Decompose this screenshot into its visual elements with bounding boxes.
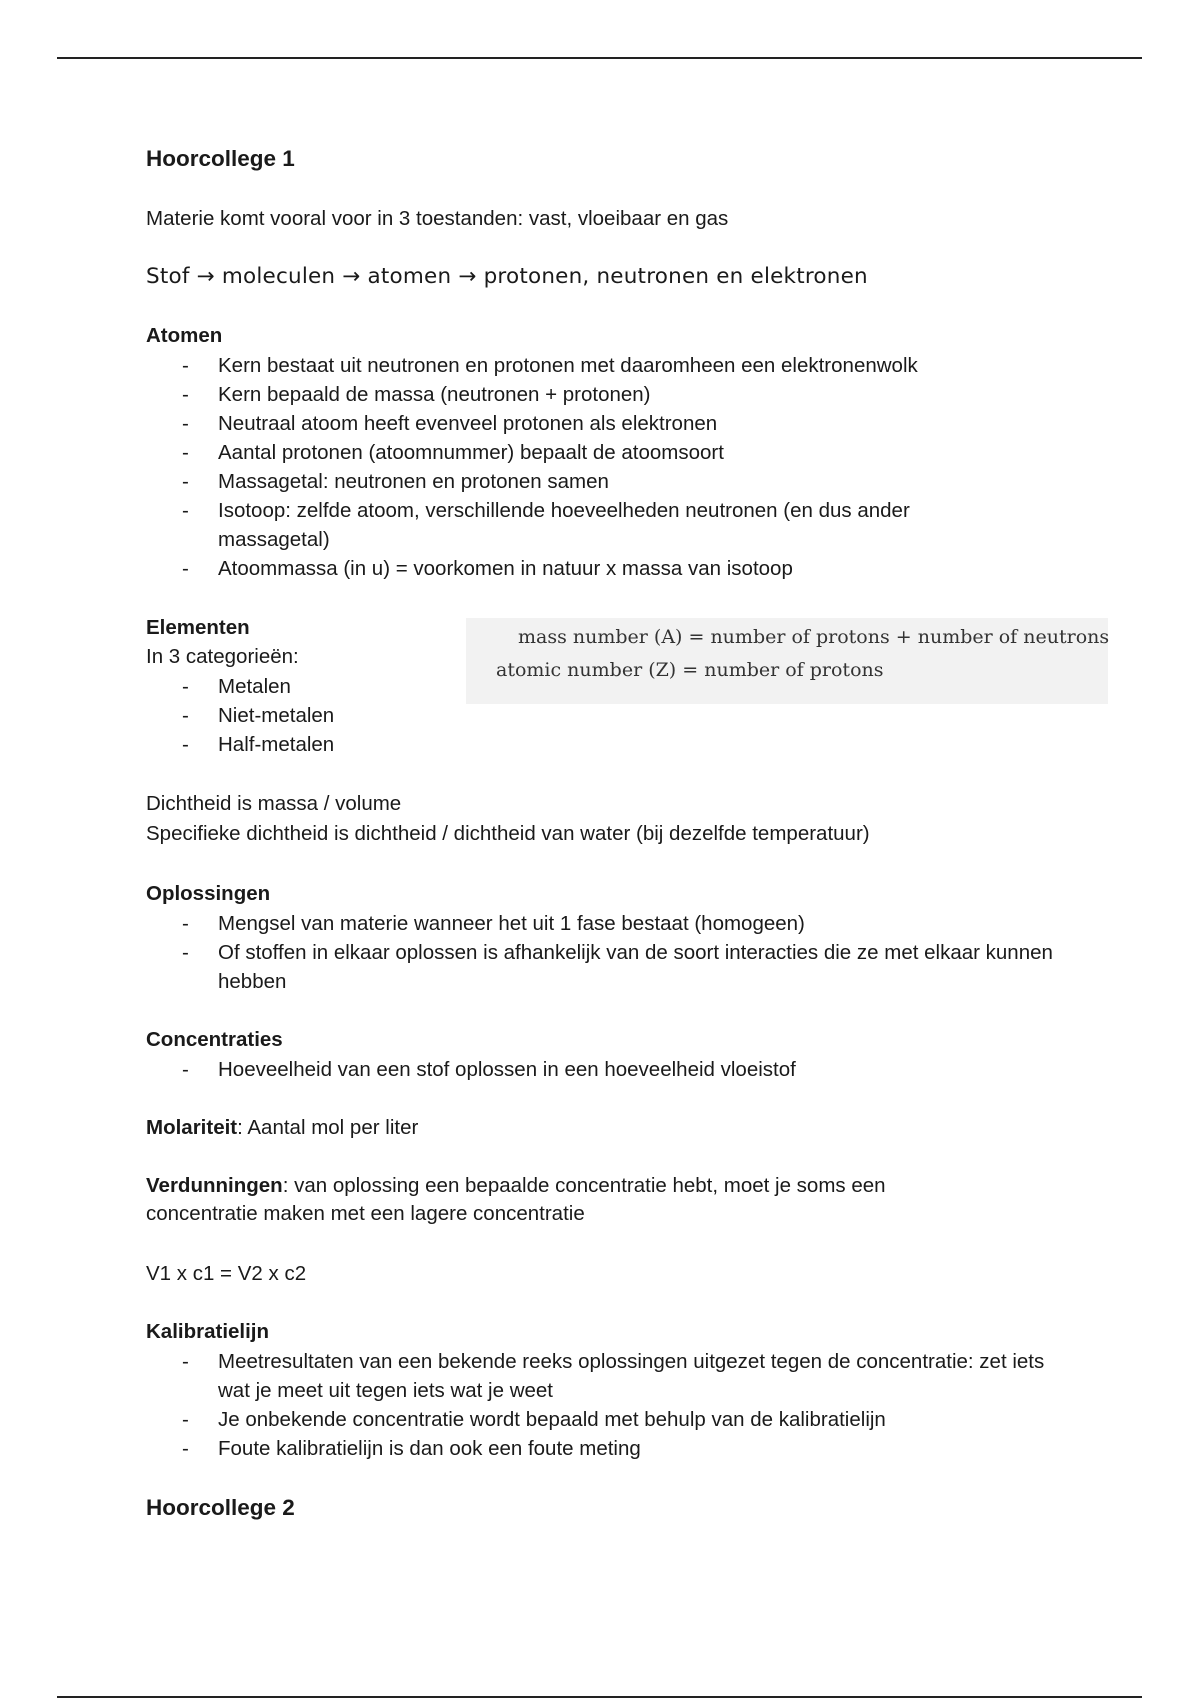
- elementen-heading: Elementen: [146, 616, 250, 639]
- verdunning-formula: V1 x c1 = V2 x c2: [146, 1262, 307, 1285]
- equation-image: [466, 618, 1108, 704]
- oplossingen-heading: Oplossingen: [146, 882, 271, 905]
- elementen-subtitle: In 3 categorieën:: [146, 645, 299, 668]
- list-item: - Isotoop: zelfde atoom, verschillende hoeveelheden neutronen (en dus ander massagetal): [182, 499, 910, 551]
- kalibratielijn-list: [182, 1347, 1118, 1463]
- concentraties-heading: Concentraties: [146, 1028, 283, 1051]
- molariteit-paragraph: [146, 1114, 418, 1142]
- list-item: - Meetresultaten van een bekende reeks oplossingen uitgezet tegen de concentratie: zet iets wat je meet uit tegen iets wat je weet: [182, 1350, 1045, 1402]
- list-item: - Of stoffen in elkaar oplossen is afhankelijk van de soort interacties die ze met elkaar kunnen hebben: [182, 941, 1053, 993]
- atomen-heading: Atomen: [146, 324, 223, 347]
- mass-number-equation: mass number (A) = number of protons + number of neutrons: [518, 626, 1110, 648]
- list-item: - Neutraal atoom heeft evenveel protonen als elektronen: [182, 412, 718, 435]
- dichtheid-line-1: Dichtheid is massa / volume: [146, 792, 402, 815]
- list-item: - Kern bepaald de massa (neutronen + protonen): [182, 383, 651, 406]
- list-item: - Mengsel van materie wanneer het uit 1 fase bestaat (homogeen): [182, 912, 805, 935]
- elementen-list: [182, 672, 478, 759]
- list-item: - Massagetal: neutronen en protonen samen: [182, 470, 609, 493]
- list-item: - Hoeveelheid van een stof oplossen in een hoeveelheid vloeistof: [182, 1058, 796, 1081]
- verdunningen-paragraph: [146, 1172, 946, 1228]
- top-rule: [57, 57, 1142, 59]
- atomen-list: [182, 351, 1118, 583]
- molariteit-text: : Aantal mol per liter: [237, 1116, 419, 1139]
- stof-formula: Stof → moleculen → atomen → protonen, neutronen en elektronen: [146, 264, 868, 289]
- list-item: - Niet-metalen: [182, 704, 335, 727]
- kalibratielijn-heading: Kalibratielijn: [146, 1320, 270, 1343]
- verdunningen-text: : van oplossing een bepaalde concentratie hebt, moet je soms een concentratie maken met een lagere concentratie: [146, 1174, 886, 1225]
- list-item: - Aantal protonen (atoomnummer) bepaalt de atoomsoort: [182, 441, 724, 464]
- oplossingen-list: [182, 909, 1118, 996]
- bottom-rule: [57, 1696, 1142, 1698]
- list-item: - Half-metalen: [182, 733, 335, 756]
- molariteit-term: Molariteit: [146, 1116, 238, 1139]
- list-item: - Foute kalibratielijn is dan ook een foute meting: [182, 1437, 641, 1460]
- list-item: - Je onbekende concentratie wordt bepaald met behulp van de kalibratielijn: [182, 1408, 886, 1431]
- atomic-number-equation: atomic number (Z) = number of protons: [496, 659, 884, 681]
- list-item: - Metalen: [182, 675, 291, 698]
- list-item: - Kern bestaat uit neutronen en protonen met daaromheen een elektronenwolk: [182, 354, 918, 377]
- dichtheid-line-2: Specifieke dichtheid is dichtheid / dichtheid van water (bij dezelfde temperatuur): [146, 822, 870, 845]
- verdunningen-term: Verdunningen: [146, 1174, 283, 1197]
- heading-hoorcollege-2: Hoorcollege 2: [146, 1495, 295, 1520]
- heading-hoorcollege-1: Hoorcollege 1: [146, 146, 295, 171]
- concentraties-list: [182, 1055, 1118, 1084]
- list-item: - Atoommassa (in u) = voorkomen in natuur x massa van isotoop: [182, 557, 793, 580]
- intro-paragraph: Materie komt vooral voor in 3 toestanden: vast, vloeibaar en gas: [146, 207, 729, 230]
